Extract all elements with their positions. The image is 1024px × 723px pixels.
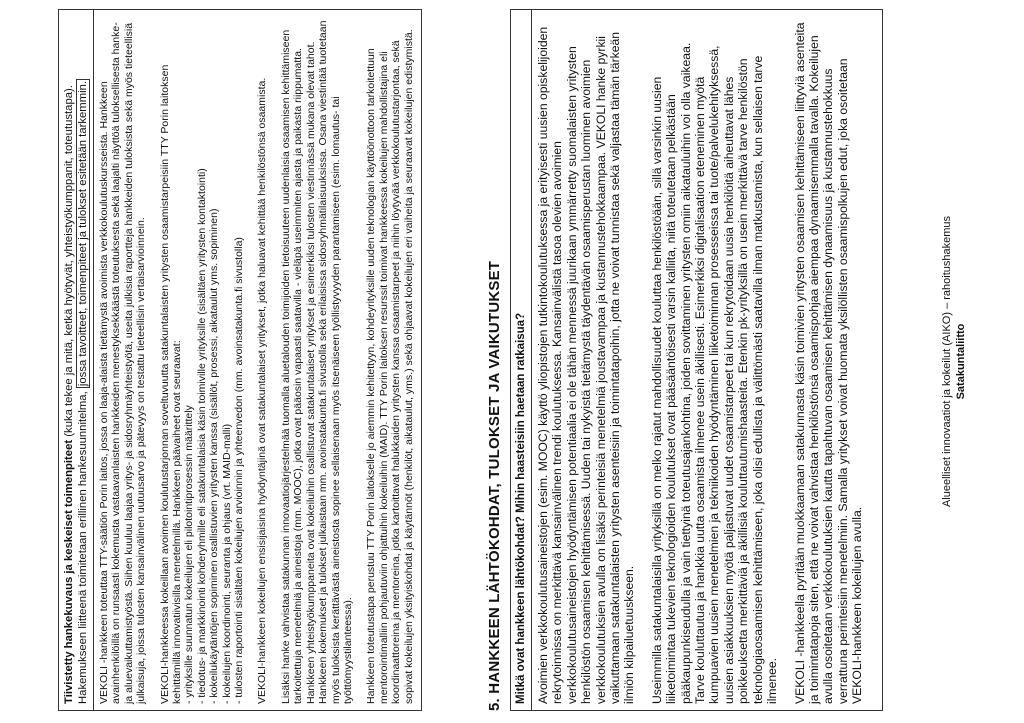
summary-paragraph-text: VEKOLI-hankkeessa kokeillaan avoimen koulutustarjonnan soveltuvuutta satakuntalaisten yritysten osaamistarpeisiin TTY Porin laitoksen kehittämillä innovatiivisilla menetelmillä. Hankkeen päävaiheet ovat seuraavat:: [158, 64, 184, 704]
project-summary-header-bold: Tiivistetty hankekuvaus ja keskeiset toimenpiteet: [63, 439, 75, 704]
project-summary-header-note-b: jossa tavoitteet, toimenpiteet ja tulokset esitetään tarkemmin.: [77, 80, 89, 387]
phase-list-item: - yrityksille suunnatun kokeilujen eli pilotointiprosessin määrittely: [183, 405, 196, 704]
summary-paragraph: Hankkeen toteutustapa perustuu TTY Porin laitokselle jo aiemmin kehitettyyn, kohdeyrityksille uuden teknologian käyttöönottoon tarkoitettuun mentorointimalliin pohjautuviin ohjattuihin kokeiluihin (MAID). TTY Porin laitoksen resurssit toimivat hankkeessa kokeilujen mahdollistajina eli koordinaattoreina ja mentoreina, jotka kartoittavat halukkaiden yritysten kanssa osaamistarpeet ja niihin löytyvää verkkokoulutustarjontaa, sekä sopivat kokeilujen yksityiskohdat ja käytännöt (henkilöt, aikataulut, yms.) sekä ohjaavat kokeilujen eri vaiheita ja seuraavat kokeilujen edistymistä.: [365, 29, 415, 704]
section-heading: 5. HANKKEEN LÄHTÖKOHDAT, TULOKSET JA VAIKUTUKSET: [486, 260, 503, 711]
phase-list-item: - tiedotus- ja markkinointi kohderyhmille eli satakuntalaisia käsin toimiville yrityksille (sisältäen yritysten kontaktointi): [195, 168, 208, 704]
footer-title: Alueelliset innovaatiot ja kokeilut (AIKO) – rahoitushakemus: [941, 215, 953, 508]
footer-organization: Satakuntaliitto: [955, 323, 967, 400]
project-summary-header-rest: (kuka tekee ja mitä, ketkä hyötyvät, yhteistyökumppanit, toteutustapa).: [63, 85, 75, 440]
phase-list-item: - kokeilujen koordinointi, seuranta ja ohjaus (vrt. MAID-malli): [220, 423, 233, 704]
summary-paragraph: VEKOLI -hankkeen toteuttaa TTY-säätiön Porin laitos, jossa on laaja-alaista tietämystä avoimista verkkokoulutuskursseista. Hankkeen avainhenkilöillä on runsaasti kokemusta vastaavanlaisten hankkeiden menestyksekkäästä toteutuksesta sekä laajalti näyttöä tuloksellisesta hanke- ja aluevaikuttamistyöstä. Siihen kuuluu laajaa yritys- ja sidosryhmäyhteistyötä, useita julkisia raportteja hankkeiden tuloksista sekä myös tieteellisiä julkaisuja, joissa tulosten kansainvälinen uutuusarvo ja pätevyys on testattu tieteellisin vertaisarvioinnein.: [98, 22, 148, 704]
starting-points-question-b: Mihin haasteisiin haetaan ratkaisua?: [515, 312, 527, 517]
page-footer: [940, 0, 968, 723]
phase-list-item: - kokeilukäytäntöjen sopiminen osallistuvien yritysten kanssa (sisällöt, prosessi, aikataulut yms. sopiminen): [208, 208, 221, 704]
starting-points-body: [532, 10, 882, 710]
starting-points-question-a: Mitkä ovat hankkeen lähtökohdat?: [515, 516, 527, 704]
starting-points-paragraph: Useimmilla satakuntalaisilla yrityksillä on melko rajatut mahdollisuudet kouluttaa henkilöstöään, sillä varsinkin uusien liiketoimintaa tukevien teknologioiden koulutukset ovat pääsääntöisesti varsin kalliita, niitä toteutetaan pelkästään pääkaupunkiseudulla ja vain tiettyinä toteutusajankohtina, joiden sovittaminen yritysten omiin aikatauluihin voi olla vaikeaa. Tarve kouluttautua ja hankkia uutta osaamista ilmenee usein äkillisesti. Esimerkiksi digitalisaation eteneminen myötä kumpuavien uusien menetelmien ja tekniikoiden hyödyntäminen liiketoiminnan prosesseissa tai tuote/palvelukehityksessä, uusien asiakkuuksien myötä paljastuvat uudet osaamistarpeet tai kun rekrytoidaan uusia henkilöitä aiheuttavat lähes poikkeuksetta merkittäviä ja äkillisiä kouluttautumishaasteita. Etenkin pk-yrityksillä on usein merkittävä tarve henkilöstön teknologiaosaamisen kehittämiseen, joka olisi edullista ja välittömästi saatavilla ilman matkustamista, kun sellaisen tarve ilmenee.: [649, 42, 780, 704]
starting-points-header: [511, 10, 532, 710]
summary-paragraph: [159, 16, 246, 704]
starting-points-box: [510, 9, 883, 711]
project-summary-body: [94, 10, 421, 710]
project-summary-box: [58, 9, 422, 711]
project-summary-header: [59, 10, 94, 710]
summary-paragraph: Lisäksi hanke vahvistaa satakunnan innovaatiojärjestelmää tuomalla aluetalouden toimijoiden tietoisuuteen uudenlaisia osaamisen kehittämiseen tarkoitettuja menetelmiä ja aineistoja (mm. MOOC), jotka ovat pääosin vapaasti saatavilla - vieläpä useimmiten ajasta ja paikasta riippumatta. Hankkeen yhteistyökumppaneita ovat kokeiluihin osallistuvat satakuntalaiset yritykset ja esimerkiksi tulosten viestinnässä mukana olevat tahot. Hankkeen kokemukset ja tulokset julkaistaan mm. avoinsatakunta.fi sivustolla sekä erilaisissa sidosryhmätilaisuuksissa. Osana viestintää tuotetaan myös tuloksista kerättävästä aineistosta sopinee sellaisenaan myös itsenäiseen työllistyvyyden parantamiseen (esim. lomautus- tai työttömyystilanteessa).: [279, 20, 354, 704]
starting-points-paragraph: Avoimien verkkokoulutusaineistojen (esim. MOOC) käyttö yliopistojen tutkintokoulutuksessa ja erityisesti uusien opiskelijoiden rekrytoinnissa on merkittävä kansainvälinen trendi koulutuksessa. Kansainvälistä tasoa olevien avoimien verkkokoulutusaineistojen hyödyntämisen potentiaalia ei ole tähän mennessä juurikaan ymmärretty suomalaisten yritysten henkilöstön osaamisen kehittämisessä. Uuden tai nykyistä tietämystä täydentävän osaamisperustan luominen avoimien verkkokoulutuksien avulla on lisäksi perinteisiä menetelmiä joustavampaa ja kustannustehokkaampaa. VEKOLI hanke pyrkii vaikuttamaan satakuntalaisten yritysten asenteisiin ja toimintatapoihin, jotta ne voivat tunnistaa sekä valjastaa tämän tärkeän ilmiön kilpailuetuuskseen.: [536, 26, 637, 704]
phase-list-item: - tulosten raportointi sisältäen kokeilujen arvioinnin ja yhteenvedon (mm. avoinsatakunta.fi sivustolla): [233, 237, 246, 704]
summary-paragraph: VEKOLI-hankkeen kokeilujen ensisijaisina hyödyntäjinä ovat satakuntalaiset yritykset, jotka haluavat kehittää henkilöstönsä osaamista.: [256, 77, 269, 704]
starting-points-paragraph: VEKOLI -hankkeella pyritään muokkaamaan satakunnasta käsin toimivien yritysten osaamisen kehittämiseen liittyviä asenteita ja toimintatapoja siten, että ne voivat vahvistaa henkilöstönsä osaamispohjaa aiempaa dynaamisemmalla tavalla. Kokeilujen avulla osoitetaan verkkokoulutuksien kautta tapahtuvan osaamisen kehittämisen dynaamisuus ja kustannustehokkuus verrattuna perinteisiin menetelmiin. Samalla yritykset voivat huomata yksilöllisten osaamispolkujen edut, joka osoitetaan VEKOLI-hankkeen kokeilujen avulla.: [792, 22, 865, 704]
project-summary-header-note-a: Hakemukseen liitteenä toimitetaan erillinen hankesuunnitelma,: [77, 388, 89, 704]
